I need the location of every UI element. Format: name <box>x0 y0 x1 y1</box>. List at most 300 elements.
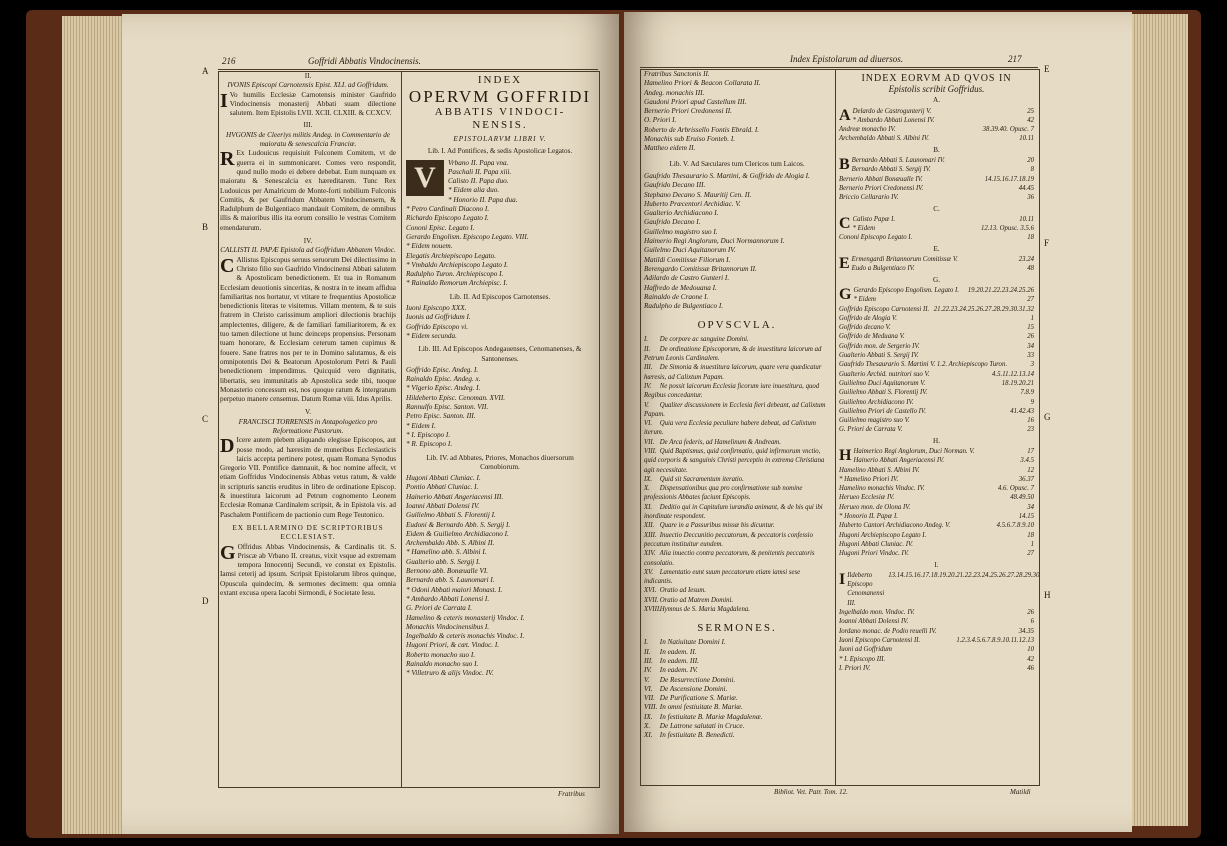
list-item: XI. Deditio qui in Capitulum iurandia animant, & de his qui ibi inordinate respondent. <box>644 503 823 521</box>
left-page-edges <box>62 16 122 834</box>
list-item: Paschali II. Papa xiii. <box>448 167 512 176</box>
list-item: XIV. Alia inuectio contra peccatorum, & penitentis peccatoris consolatio. <box>644 550 815 567</box>
drop-cap-d: D <box>220 435 235 458</box>
index-letter-heading: E. <box>933 244 940 253</box>
index-group <box>839 570 1040 673</box>
index-entry <box>839 379 1034 388</box>
index-entry-name: Iuoni Episcopo Carnotensi II. <box>839 636 921 644</box>
drop-cap-c: C <box>220 254 235 277</box>
index-entry-name: Hugoni Abbati Cluniac. IV. <box>839 540 913 548</box>
right-catchword: Matildi <box>1010 788 1031 796</box>
index-entry <box>839 503 1034 512</box>
index-entry <box>852 156 1034 165</box>
index-entry <box>839 388 1034 397</box>
index-entry-name: Ermengardi Britannorum Comitissæ V. <box>851 256 958 264</box>
margin-letter-e: E <box>1044 64 1050 74</box>
index-entry <box>839 425 1034 434</box>
index-entry-refs: 4.5.6.7.8.9.10 <box>996 522 1034 530</box>
left-column-2 <box>406 74 594 784</box>
index-label: INDEX <box>477 74 523 86</box>
list-item: * I. Episcopo I. <box>406 430 451 439</box>
list-item: II. De ordinatione Episcoporum, & de inuestitura laicorum ad Petrum Leonis Cardinalem. <box>644 345 822 363</box>
drop-cap-r: R <box>220 148 235 171</box>
index-entry <box>839 351 1034 360</box>
sermones-heading: SERMONES. <box>697 622 777 635</box>
index-entry-name: Briccio Cellarario IV. <box>839 194 899 202</box>
list-item: Monachis Vindocinensibus I. <box>406 622 490 631</box>
index-entry <box>839 466 1034 475</box>
index-entry-refs: 33 <box>1027 352 1034 360</box>
ornamental-initial-v: V <box>406 160 444 196</box>
index-entry-refs: 38.39.40. Opusc. 7 <box>982 126 1034 134</box>
index-entry-name: Bernerio Abbati Bonæualle IV. <box>839 175 923 183</box>
list-item: XVI. Oratio ad Iesum. <box>644 587 706 595</box>
index-entry-refs: 42 <box>1027 655 1034 663</box>
index-entry-refs: 34 <box>1027 503 1034 511</box>
index-entry <box>839 314 1034 323</box>
index-entry <box>839 125 1034 134</box>
index-entry-refs: 3 <box>1030 361 1034 369</box>
list-item: Berengardo Comitissæ Britannorum II. <box>644 264 757 273</box>
list-item: II. In eadem. II. <box>644 647 697 656</box>
index-entry-refs: 44.45 <box>1018 184 1034 192</box>
index-entry-name: Hugoni Archiepiscopo Legato I. <box>839 531 927 539</box>
section-4-text: Allistus Episcopus seruus seruorum Dei dilectissimo in Christo filio suo Gaufrido Vindocinensi Abbati salutem & Apostolicam benedictionem. Et tua in Romanum Ecclesiam deuotionis sinceritas, & nostra in te ineam affidua familiaritas nos hortatur, vt vtitare te frequentius Apostolicæ benedictionis literas te visitemus. Villam mentem, & te suis fratrem in Christo carissimum ampliori dilectionis brachijs amplectentes, diligere, & de familiari familiaritorem, & ex tuo tamen dilectione ut hunc deinceps propensius. Personam tuam honorare, & Ecclesiam ceterum tamen cupimus & fouere. Sane fratres nos per te in Domino salutamus, & eis omnipotentis Dei & Beatorum Apostolorum Petri & Pauli benedictionem impendimus. Quicquid vero dignitatis, libertatis, seu immunitatis ab Apostolica sede tibi, tuoque Monasterio concessum est, nos quoque ratum & intergratum perpetuo manere censemus. Datum Romæ viii. Idus Aprilis. <box>220 255 396 404</box>
index-entry-name: Guilielmo Priori de Castello IV. <box>839 407 926 415</box>
left-head-rule <box>218 69 598 70</box>
index-entry <box>839 323 1034 332</box>
index-entry-name: Bernardo Abbati S. Launomari IV. <box>851 157 945 165</box>
index-entry-name: Iuoni ad Goffridum <box>839 646 892 654</box>
list-item: XV. Lamentatio eunt suum peccatorum etiam iamsi sese indicantis. <box>644 568 801 586</box>
list-item: * Villetruro & alijs Vindoc. IV. <box>406 669 494 678</box>
sermones-list <box>644 638 830 740</box>
index-entry <box>853 295 1034 304</box>
margin-letter-c: C <box>202 414 209 424</box>
index-entry-name: Goffrido decano V. <box>839 324 891 332</box>
list-item: XVII. Oratio ad Matrem Domini. <box>644 596 734 604</box>
lib4-heading: Lib. IV. ad Abbates, Priores, Monachos diuersorum Cœnobiorum. <box>426 453 574 471</box>
index-entry-refs: 46 <box>1027 664 1034 672</box>
index-entry-name: Huberto Cantori Archidiacono Andeg. V. <box>839 522 951 530</box>
list-item: Guillelmo magistro suo I. <box>644 227 718 236</box>
index-letter-heading: B. <box>933 145 940 154</box>
index-entry-name: Gaufrido Thesaurario S. Martini V. 1.2. Archiepiscopo Turon. <box>839 361 1008 369</box>
list-item: Rannulfo Episc. Santon. VII. <box>406 403 489 412</box>
index-entry <box>839 416 1034 425</box>
list-item: Fratribus Sanctonis II. <box>644 70 710 78</box>
index-entry-name: Delardo de Castrogunterij V. <box>852 107 932 115</box>
index-title-line-1: OPERVM GOFFRIDI <box>408 87 592 106</box>
index-entry-refs: 4.5.11.12.13.14 <box>992 370 1034 378</box>
list-item: Hainerio Abbati Angeriacensi III. <box>406 492 504 501</box>
index-entry-name: * Eidem <box>853 296 876 304</box>
index-group <box>839 215 1034 243</box>
section-3-title: HVGONIS de Cleeriys militis Andeg. in Commentario de maioratu & senescalcia Franciæ. <box>226 130 390 149</box>
list-item: Goffrido Episcopo vi. <box>406 322 469 331</box>
list-item: Andeg. monachis III. <box>644 88 705 97</box>
list-item: * R. Episcopo I. <box>406 440 453 449</box>
list-item: VII. De Purificatione S. Mariæ. <box>644 694 738 703</box>
list-item: * Ambardo Abbati Lonensi I. <box>406 594 490 603</box>
index-letter-heading: H. <box>933 436 940 445</box>
list-item: XII. Quare in a Passuribus missæ bis dicuntur. <box>644 522 775 530</box>
index-entry <box>839 664 1034 673</box>
index-entry-refs: 26 <box>1027 333 1034 341</box>
section-5-text: Icere autem plebem aliquando elegisse Episcopos, aut posse modo, ad hæresim de muneribus Ecclesiasticis laicis accepta pertinere potest, quam Romana Synodus Gregorio VII. Pontifice damnauit, & hoc nomine affecit, vt etiam Goffridus Vindocinensis Abbas vetus ratum, & valde in scripturis sanctis eruditus in libro de ordinatione Episcop. & inuestitura laicorum ad Petrum cognomento Leonem Ecclesiæ Romanæ Cardinalem scripsit, & in Epistola vis. ad Paschalem Pontificem de pactionio cum Rege Teutonico. <box>220 436 396 519</box>
index-entry-refs: 10.11 <box>1019 135 1034 143</box>
index-entry-refs: 19.20.21.22.23.24.25.26 <box>967 286 1034 294</box>
list-item: V. Qualiter discussionem in Ecclesia fieri debeant, ad Calixtum Papam. <box>644 401 826 418</box>
right-page-number: 217 <box>1008 54 1022 64</box>
lib5-list <box>644 172 830 311</box>
index-entry-refs: 41.42.43 <box>1010 407 1034 415</box>
index-entry-name: Guilielmo Abbati S. Florentij IV. <box>839 389 928 397</box>
section-3-number: III. <box>303 121 313 130</box>
index-entry-refs: 23.24 <box>1018 256 1034 264</box>
index-entry <box>839 398 1034 407</box>
list-item: Matildi Comitissæ Filiorum I. <box>644 255 731 264</box>
list-item: Huberto Præcentori Archidiac. V. <box>644 199 741 208</box>
index-entry-name: * Honorio II. Papæ I. <box>839 513 898 521</box>
list-item: Cononi Episc. Legato I. <box>406 223 475 232</box>
list-item: * Hamelino abb. S. Albini I. <box>406 548 487 557</box>
index-entry-name: Ingelbaldo mon. Vindoc. IV. <box>839 609 915 617</box>
opuscula-list <box>644 335 830 614</box>
list-item: VI. Quia vera Ecclesia peculiare habere debeat, ad Calixtum iterum. <box>644 420 816 437</box>
index-entry <box>852 165 1034 174</box>
signature-mark: Bibliot. Vet. Patr. Tom. 12. <box>774 788 848 796</box>
index-entry-refs: 10 <box>1027 646 1034 654</box>
list-item: IX. Quid sit Sacramentum iteratio. <box>644 475 744 483</box>
index-entry-refs: 10.11 <box>1019 215 1034 223</box>
index-entry <box>852 255 1034 264</box>
section-2-text: Vo humilis Ecclesiæ Carnotensis minister Gaufrido Vindocinensis monasterij Abbati suam dilectione salutem. Item Epistolis LVII. XCII. CLXIII. & CCXCV. <box>229 90 396 118</box>
index-group <box>839 255 1034 274</box>
index-entry <box>853 116 1034 125</box>
index-entry <box>839 655 1034 664</box>
index-entry <box>853 286 1034 295</box>
index-entry-refs: 42 <box>1027 116 1034 124</box>
list-item: Radulpho Turon. Archiepiscopo I. <box>406 270 504 279</box>
index-entry <box>839 342 1034 351</box>
margin-letter-g: G <box>1044 412 1051 422</box>
index-entry <box>839 484 1034 493</box>
lib1-heading: Lib. I. Ad Pontifices, & sedis Apostolicæ Legatos. <box>427 147 573 156</box>
index-entry <box>847 571 1040 608</box>
list-item: VI. De Ascensione Domini. <box>644 684 728 693</box>
list-item: Rainaldo de Craone I. <box>644 292 709 301</box>
index-entry-name: * Ambardo Abbati Lonensi IV. <box>852 116 935 124</box>
list-item: Calisto II. Papa duo. <box>448 177 509 186</box>
index-group-initial: C <box>839 214 851 232</box>
margin-letter-a: A <box>202 66 209 76</box>
list-item: Adilardo de Castro Gunteri I. <box>644 274 730 283</box>
index-entry <box>853 215 1034 224</box>
index-group-initial: A <box>839 106 851 124</box>
list-item: VII. De Arca federis, ad Hamelinum & Andream. <box>644 438 781 446</box>
section-5-title: FRANCISCI TORRENSIS in Antapologetico pro Reformatione Pastorum. <box>238 417 378 435</box>
index-entry-refs: 34.35 <box>1018 627 1034 635</box>
list-item: X. De Latrone salutati in Cruce. <box>644 722 745 730</box>
index-entry <box>853 456 1034 465</box>
index-entry <box>853 447 1034 456</box>
index-entry-name: Andreæ monacho IV. <box>839 126 896 134</box>
index-group <box>839 286 1034 435</box>
lib3-heading: Lib. III. Ad Episcopos Andegauenses, Cenomanenses, & Santonenses. <box>418 345 582 363</box>
index-entry-refs: 48 <box>1027 265 1034 273</box>
index-entry <box>852 264 1034 273</box>
list-item: XVIII. Hymnus de S. Maria Magdalena. <box>644 606 750 614</box>
list-item: Haffredo de Medouana I. <box>644 283 717 292</box>
list-item: Gaufrido Decano III. <box>644 181 706 190</box>
list-item: Radulpho de Bulgentiaco I. <box>644 302 724 311</box>
list-item: III. In eadem. III. <box>644 656 699 665</box>
index-entry-name: Ildeberto Episcopo Cenomanensi III. <box>847 571 885 607</box>
list-item: * Petro Cardinali Diacono I. <box>406 205 490 214</box>
index-entry-refs: 15 <box>1027 324 1034 332</box>
index-entry-name: Guilielmo Archidiacono IV. <box>839 398 914 406</box>
list-item: Hamelino Priori & Beacon Collarata II. <box>644 79 761 88</box>
index-entry <box>839 407 1034 416</box>
section-4-title: CALLISTI II. PAPÆ Epistola ad Goffridum Abbatem Vindoc. <box>220 246 396 255</box>
list-item: XIII. Inuectio Deccunitio peccatorum, & peccatoris confessio peccatum instituitur eundem. <box>644 531 813 548</box>
index-entry <box>839 193 1034 202</box>
index-entry <box>839 332 1034 341</box>
index-group <box>839 447 1034 559</box>
index-entry-name: Iordano monac. de Podio reuelli IV. <box>839 627 937 635</box>
index-entry <box>839 233 1034 242</box>
list-item: Gaufrido Thesaurario S. Martini, & Goffrido de Alogia I. <box>644 171 810 180</box>
index-entry-refs: 25 <box>1027 107 1034 115</box>
list-item: XI. In festiuitate B. Benedicti. <box>644 731 735 740</box>
section-4-number: IV. <box>303 237 313 246</box>
right-column-2 <box>839 72 1040 782</box>
list-item: Pontio Abbati Cluniac. I. <box>406 483 479 492</box>
list-item: Hugoni Abbati Cluniac. I. <box>406 474 481 483</box>
list-item: IX. In festiuitate B. Mariæ Magdalenæ. <box>644 712 763 721</box>
index-letter-heading: I. <box>934 560 939 569</box>
index-entry-refs: 14.15 <box>1018 513 1034 521</box>
list-item: IV. In eadem. IV. <box>644 666 698 675</box>
index-entry-refs: 16 <box>1027 417 1034 425</box>
index-entry <box>839 617 1034 626</box>
index-entry-name: Hamelino Abbati S. Albini IV. <box>839 466 920 474</box>
index-entry-name: Herueo Ecclesiæ IV. <box>839 494 895 502</box>
list-item: Elegatis Archiepiscopo Legato. <box>406 251 497 260</box>
list-item: I. In Natiuitate Domini I. <box>644 638 726 647</box>
index-entry-name: G. Priori de Carrata V. <box>839 426 903 434</box>
index-group-initial: G <box>839 285 852 303</box>
left-running-head: Goffridi Abbatis Vindocinensis. <box>308 56 421 66</box>
index-entry-name: Bernardo Abbati S. Sergij IV. <box>851 166 931 174</box>
index-entry-refs: 27 <box>1027 296 1034 304</box>
index-entry-refs: 1 <box>1030 540 1034 548</box>
list-item: VIII. Quid Baptismus, quid confirmatio, quid infirmorum vnctio, quid corporis & sanguinis Christi perceptio in extrema Christiana agit necessitate. <box>644 447 825 474</box>
list-item: O. Priori I. <box>644 116 677 125</box>
lib4-list <box>406 474 594 679</box>
list-item: Haimerio Regi Anglorum, Duci Normannorum I. <box>644 237 785 246</box>
list-item: Monachis sub Eruiso Fonteb. I. <box>644 135 736 144</box>
index-group <box>839 107 1034 144</box>
index-entry-refs: 18 <box>1027 531 1034 539</box>
left-page-number: 216 <box>222 56 236 66</box>
index-entry-refs: 7.8.9 <box>1020 389 1034 397</box>
list-item: I. De corpore ac sanguine Domini. <box>644 336 749 344</box>
index-entry-refs: 13.14.15.16.17.18.19.20.21.22.23.24.25.26.27.28.29.30 <box>888 571 1040 579</box>
left-column-1 <box>220 72 396 784</box>
index-entry-name: Guilielmo magistro suo V. <box>839 417 910 425</box>
list-item: Richardo Episcopo Legato I. <box>406 214 489 223</box>
index-entry-name: Cononi Episcopo Legato I. <box>839 234 913 242</box>
index-entry <box>853 224 1034 233</box>
list-item: Mattheo eidem II. <box>644 144 696 153</box>
right-column-1 <box>644 70 830 782</box>
index-entry-refs: 21.22.23.24.25.26.27.28.29.30.31.32 <box>933 305 1034 313</box>
lib3-list <box>406 366 594 450</box>
index-entry-refs: 48.49.50 <box>1010 494 1034 502</box>
index-entry-name: Goffrido mon. de Sergerio IV. <box>839 342 920 350</box>
index-entry <box>839 134 1034 143</box>
list-item: Hildeberto Episc. Cenoman. XVII. <box>406 393 506 402</box>
left-column-rule <box>401 71 402 787</box>
index-entry-name: Gerardo Episcopo Engolism. Legato I. <box>853 286 959 294</box>
index-entry <box>839 475 1034 484</box>
list-item: * Eidem I. <box>406 421 436 430</box>
recipients-index-title-1: INDEX EORVM AD QVOS IN <box>861 73 1012 84</box>
index-entry-name: Hamelino monachis Vindoc. IV. <box>839 485 925 493</box>
index-entry <box>839 636 1034 645</box>
list-item: Eidem & Guilielmo Archidiacono I. <box>406 529 509 538</box>
list-item: Iuonis ad Goffridum I. <box>406 313 471 322</box>
index-entry-name: Goffrido Episcopo Carnotensi II. <box>839 305 930 313</box>
list-item: * Eidem alia duo. <box>448 186 500 195</box>
list-item: * Eidem nouem. <box>406 242 453 251</box>
list-item: Ingelbaldo & ceteris monachis Vindoc. I. <box>406 632 525 641</box>
lib2-heading: Lib. II. Ad Episcopos Carnotenses. <box>449 292 551 301</box>
section-6-text: Offridus Abbas Vindocinensis, & Cardinalis tit. S. Priscæ ab Vrbano II. creatus, vixit vsque ad extremam tempora Innocentij Secundi, ve constat ex Epistolis. Iamsi ceterij ad ipsum. Scripsit Epistolarum libros quinque, Opuscula quindecim, & sermones decimem: qua omnia extant excusa opera Iacobi Sirmondi, è Societate Iesu. <box>220 542 396 598</box>
index-entry <box>839 521 1034 530</box>
index-entry <box>839 608 1034 617</box>
index-group <box>839 156 1034 202</box>
list-item: Archembaldo Abb. S. Albini II. <box>406 539 495 548</box>
index-entry-name: * Hamelino Priori IV. <box>839 475 899 483</box>
list-item: Vrbano II. Papa vna. <box>448 158 509 167</box>
section-3-text: Ex Ludouicus requisiuit Fulconem Comitem, vt de guerra ei in summonicaret. Comes vero respondit, quod nullo modo ei debere debebat. Eum nunquam ex maioratu & Senescalcia ex hæreditarem. Tunc Rex Ludouicus per Amalricum de Monte-forti nobilium Fulconis Comitis, & per Gaufridum Abbatem Vindocinensem, & Radulphum de Bulgentiaco mandauit Comitem, de omnibus illis & maioribus illis ita eorum consilio le vestras Comitem emendaturum. <box>220 149 396 232</box>
index-entry <box>839 531 1034 540</box>
right-page <box>624 12 1132 832</box>
list-item: Gaufrido Decano I. <box>644 218 701 227</box>
index-title-line-2: ABBATIS VINDOCI- <box>434 106 566 118</box>
list-item: * Odoni Abbati maiori Monast. I. <box>406 585 503 594</box>
index-entry <box>839 305 1034 314</box>
top-list <box>644 70 830 154</box>
opuscula-heading: OPVSCVLA. <box>697 319 777 332</box>
index-entry-refs: 1.2.3.4.5.6.7.8.9.10.11.12.13 <box>956 636 1034 644</box>
index-group-initial: H <box>839 446 852 464</box>
lib2-list <box>406 304 594 341</box>
section-2-title: IVONIS Episcopi Carnotensis Epist. XLI. ad Goffridum. <box>227 81 389 90</box>
index-entry-refs: 23 <box>1027 426 1034 434</box>
index-letter-heading: A. <box>933 96 940 105</box>
index-entry-refs: 8 <box>1030 166 1034 174</box>
index-entry-name: Calisto Papæ I. <box>852 215 896 223</box>
index-entry-refs: 36.37 <box>1018 475 1034 483</box>
index-entry-refs: 20 <box>1027 157 1034 165</box>
list-item: Ioanni Abbati Dolensi IV. <box>406 501 480 510</box>
index-entry-name: I. Priori IV. <box>839 664 871 672</box>
index-entry-name: * I. Episcopo III. <box>839 655 886 663</box>
index-entry-refs: 36 <box>1027 194 1034 202</box>
index-entry <box>839 627 1034 636</box>
index-entry-refs: 14.15.16.17.18.19 <box>984 175 1034 183</box>
list-item: IV. Ne possit laicorum Ecclesia ficorum iure inuestitura, quod Regibus concedantur. <box>644 382 820 400</box>
list-item: * Eidem secunda. <box>406 331 457 340</box>
index-entry <box>839 512 1034 521</box>
index-entry-refs: 18.19.20.21 <box>1001 379 1034 387</box>
index-entry-name: Gualterio Archid. nutritori suo V. <box>839 370 930 378</box>
list-item: Rainaldo monacho suo I. <box>406 660 479 669</box>
list-item: Bernerio Priori Credonensi II. <box>644 107 732 116</box>
list-item: Iuoni Episcopo XXX. <box>406 304 467 313</box>
index-subtitle: EPISTOLARVM LIBRI V. <box>453 135 547 143</box>
index-entry-refs: 34 <box>1027 342 1034 350</box>
index-entry <box>839 370 1034 379</box>
index-entry <box>853 107 1034 116</box>
index-entry-refs: 26 <box>1027 609 1034 617</box>
section-2-number: II. <box>304 72 312 80</box>
index-entry-name: Goffrido de Meduana V. <box>839 333 905 341</box>
list-item: Hugoni Priori, & cæt. Vindoc. I. <box>406 641 500 650</box>
list-item: Roberto de Arbrissello Fontis Ebrald. I. <box>644 125 760 134</box>
index-letter-heading: G. <box>933 275 940 284</box>
index-entry-refs: 27 <box>1027 550 1034 558</box>
section-6-title: EX BELLARMINO DE SCRIPTORIBUS ECCLESIAST. <box>232 523 384 542</box>
list-item: Gaudoni Priori apud Castellum III. <box>644 97 747 106</box>
margin-letter-h: H <box>1044 590 1051 600</box>
list-item: * Vmbaldo Archiepiscopo Legato I. <box>406 260 509 269</box>
index-group-initial: E <box>839 255 850 273</box>
margin-letter-f: F <box>1044 238 1050 248</box>
list-item: * Vlgerio Episc. Andeg. I. <box>406 384 481 393</box>
index-entry-refs: 12 <box>1027 466 1034 474</box>
list-item: Gerardo Engolism. Episcopo Legato. VIII. <box>406 232 529 241</box>
list-item: VIII. In omni festiuitate B. Mariæ. <box>644 703 743 712</box>
list-item: III. De Simonia & inuestitura laicorum, quare vera quædicatur hæresis, ad Calixtum Papam. <box>644 364 822 381</box>
index-entry-name: Bernerio Priori Credonensi IV. <box>839 184 924 192</box>
left-catchword: Fratribus <box>558 790 585 798</box>
list-item: Gualterio Archidiacono I. <box>644 209 719 218</box>
recipient-groups <box>839 96 1040 673</box>
index-entry-name: Eudo a Bulgentiaco IV. <box>851 265 915 273</box>
list-item: Stephano Decano S. Mauritij Cen. II. <box>644 190 752 199</box>
right-page-edges <box>1132 14 1188 826</box>
list-item: Eudoni & Bernardo Abb. S. Sergij I. <box>406 520 511 529</box>
list-item: Roberto monacho suo I. <box>406 650 476 659</box>
index-entry <box>839 645 1034 654</box>
list-item: Gualterio abb. S. Sergij I. <box>406 557 481 566</box>
list-item: Guilielmo Abbati S. Florentij I. <box>406 511 496 520</box>
index-entry-name: Ioanni Abbati Dolensi IV. <box>839 618 909 626</box>
index-entry-refs: 6 <box>1030 618 1034 626</box>
index-entry-refs: 18 <box>1027 234 1034 242</box>
drop-cap-i: I <box>220 89 228 112</box>
index-entry-refs: 4.6. Opusc. 7 <box>997 485 1034 493</box>
drop-cap-g: G <box>220 541 236 564</box>
list-item: Goffrido Episc. Andeg. I. <box>406 365 479 374</box>
index-entry <box>839 493 1034 502</box>
left-page <box>122 14 619 834</box>
